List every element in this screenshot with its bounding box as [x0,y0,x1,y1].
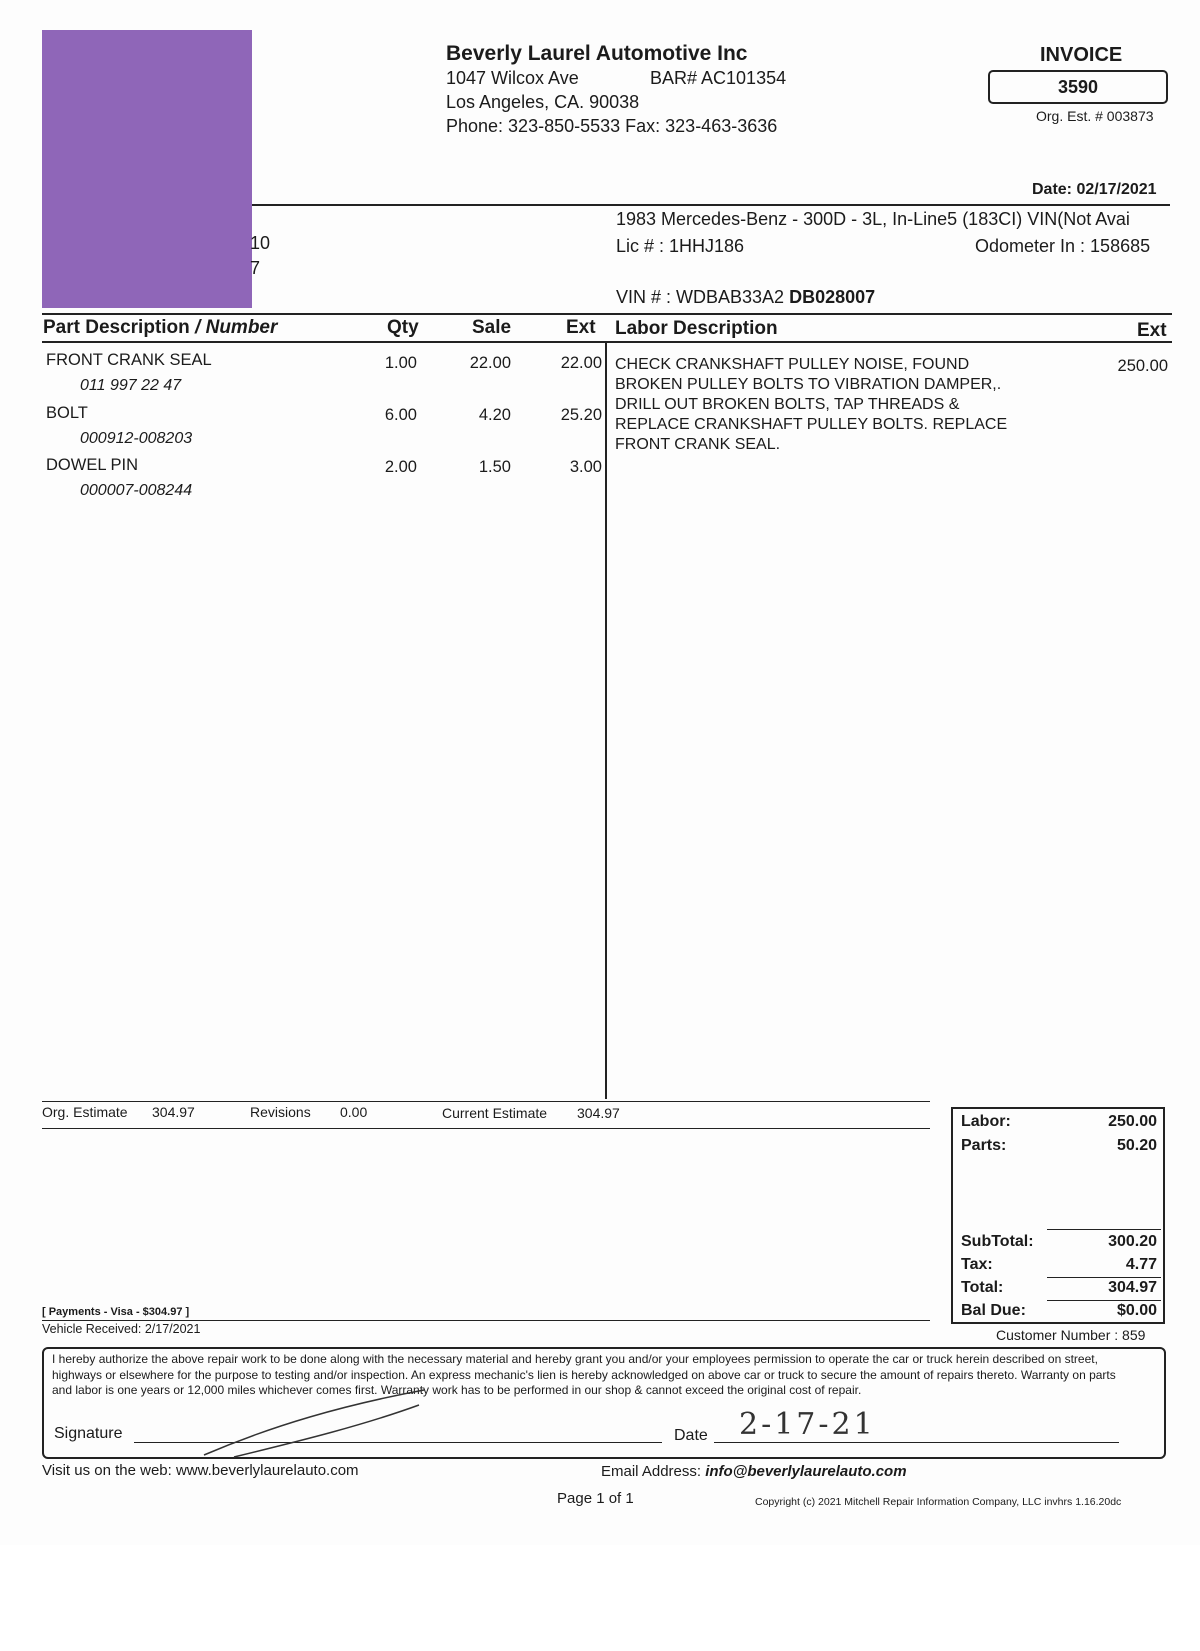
labor-line: FRONT CRANK SEAL. [615,436,781,453]
license-plate: Lic # : 1HHJ186 [616,236,745,256]
revisions-value: 0.00 [340,1104,368,1120]
email-link[interactable]: info@beverlylaurelauto.com [705,1463,907,1480]
subtotal-rule [1047,1229,1161,1230]
part-ext: 25.20 [560,406,602,424]
estimate-top-rule [42,1101,930,1102]
labor-line: BROKEN PULLEY BOLTS TO VIBRATION DAMPER,. [615,376,1002,393]
header-ext: Ext [566,317,596,338]
org-est-number: Org. Est. # 003873 [1036,108,1154,124]
payments-line: [ Payments - Visa - $304.97 ] [42,1306,190,1318]
part-qty: 6.00 [384,406,417,424]
part-desc: FRONT CRANK SEAL [46,351,212,369]
authorization-text: I hereby authorize the above repair work to be done along with the necessary material and hereby grant you and/or your employees permission to operate the car or truck herein described on street, highways or elsewhere for the purpose to testing and/or inspection. An express mechanic's lien is hereby acknowledged on above car or truck to secure the amount of repairs thereto. Warranty on parts and labor is one years or 12,000 miles whichever comes first. Warranty work has to be performed in our shop & cannot exceed the original cost of repair. [52,1352,1116,1397]
handwritten-date: 2-17-21 [739,1407,876,1442]
payments-rule [42,1320,930,1321]
shop-phone-fax: Phone: 323-850-5533 Fax: 323-463-3636 [446,116,778,136]
current-estimate-value: 304.97 [577,1105,620,1121]
invoice-date: Date: 02/17/2021 [1032,181,1157,198]
invoice-number: 3590 [988,70,1168,104]
shop-name: Beverly Laurel Automotive Inc [446,42,748,65]
header-part-description [43,317,277,339]
odometer: Odometer In : 158685 [975,236,1151,256]
baldue-rule [1047,1300,1161,1301]
totals-box [951,1107,1165,1324]
estimate-bottom-rule [42,1128,930,1129]
part-sale: 4.20 [478,406,511,424]
table-top-rule [42,313,1172,315]
parts-total: 50.20 [1116,1137,1157,1154]
part-qty: 1.00 [384,354,417,372]
total: 304.97 [1108,1279,1157,1296]
org-estimate-value: 304.97 [152,1104,195,1120]
redacted-customer-block [42,30,252,308]
revisions-label: Revisions [250,1104,311,1120]
shop-address: 1047 Wilcox Ave [446,68,579,88]
column-divider [605,341,607,1099]
labor-total-label: Labor: [961,1113,1011,1130]
header-qty: Qty [387,317,419,338]
tax-label: Tax: [961,1256,993,1273]
email-label: Email Address: [601,1463,706,1480]
header-bottom-rule [42,341,1172,343]
header-sale: Sale [472,317,512,338]
part-sale: 22.00 [469,354,511,372]
header-divider [252,204,1170,206]
vehicle-description: 1983 Mercedes-Benz - 300D - 3L, In-Line5 (183CI) VIN(Not Avai [616,209,1130,229]
total-rule [1047,1277,1161,1278]
current-estimate-label: Current Estimate [442,1105,548,1121]
part-desc: DOWEL PIN [46,456,138,474]
authorization-box [42,1347,1166,1459]
total-label: Total: [961,1279,1004,1296]
part-qty: 2.00 [384,458,417,476]
labor-description [615,355,1065,455]
vin [616,287,875,308]
email [601,1463,907,1480]
part-sale: 1.50 [478,458,511,476]
subtotal: 300.20 [1108,1233,1157,1250]
vehicle-received: Vehicle Received: 2/17/2021 [42,1322,201,1336]
labor-line: REPLACE CRANKSHAFT PULLEY BOLTS. REPLACE [615,416,1008,433]
header-part-desc-text: Part Description [43,317,196,338]
shop-city: Los Angeles, CA. 90038 [446,92,640,112]
date-line [714,1442,1119,1443]
customer-fragment: 10 [250,233,271,253]
customer-fragment: 7 [250,258,261,278]
balance-due-label: Bal Due: [961,1302,1026,1319]
part-number: 000912-008203 [80,430,193,447]
part-ext: 22.00 [560,354,602,372]
signature-label: Signature [54,1425,123,1442]
balance-due: $0.00 [1116,1302,1157,1319]
part-ext: 3.00 [569,458,602,476]
bar-number: BAR# AC101354 [650,68,787,88]
signature-scribble [194,1385,434,1465]
date-label: Date [674,1427,708,1444]
labor-line: DRILL OUT BROKEN BOLTS, TAP THREADS & [615,396,960,413]
web-label: Visit us on the web: [42,1462,176,1479]
copyright: Copyright (c) 2021 Mitchell Repair Information Company, LLC invhrs 1.16.20dc [755,1496,1122,1508]
tax: 4.77 [1125,1256,1157,1273]
header-number-text: / Number [195,317,278,338]
header-labor-description: Labor Description [615,318,778,339]
vin-prefix: VIN # : WDBAB33A2 [616,287,790,307]
part-number: 011 997 22 47 [80,377,182,394]
part-desc: BOLT [46,404,88,422]
org-estimate-label: Org. Estimate [42,1104,128,1120]
labor-ext: 250.00 [1117,357,1168,375]
labor-total: 250.00 [1108,1113,1157,1130]
website [42,1462,359,1479]
invoice-label: INVOICE [1040,44,1123,66]
labor-line: CHECK CRANKSHAFT PULLEY NOISE, FOUND [615,356,970,373]
web-link[interactable]: www.beverlylaurelauto.com [175,1462,359,1479]
parts-total-label: Parts: [961,1137,1007,1154]
part-number: 000007-008244 [80,482,193,499]
vin-suffix: DB028007 [789,287,876,307]
page-number: Page 1 of 1 [557,1490,634,1507]
header-labor-ext: Ext [1137,320,1167,341]
subtotal-label: SubTotal: [961,1233,1034,1250]
customer-number: Customer Number : 859 [996,1327,1146,1343]
